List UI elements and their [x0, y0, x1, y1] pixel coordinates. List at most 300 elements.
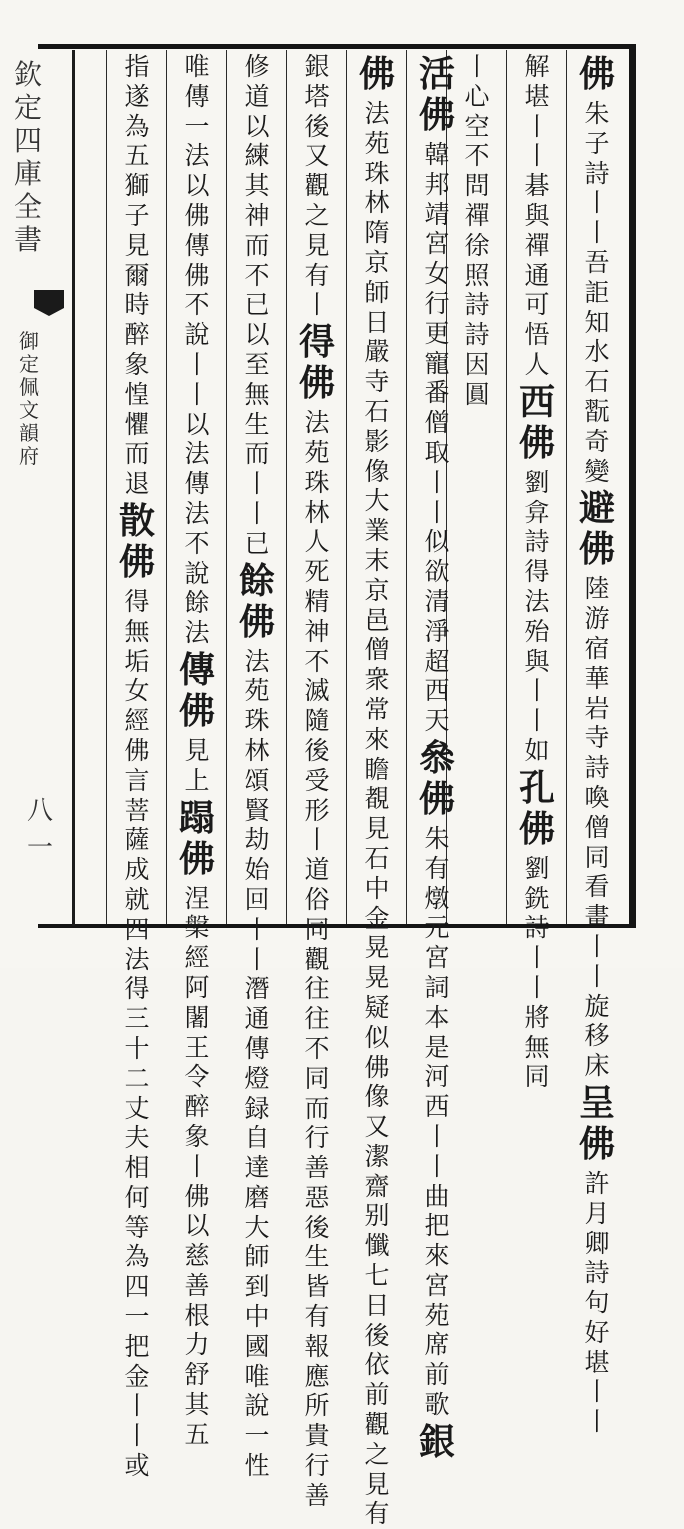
annotation-char: 以: [244, 111, 270, 141]
annotation-char: 自: [244, 1123, 270, 1153]
annotation-char: 録: [244, 1093, 270, 1123]
annotation-char: 丨: [424, 467, 450, 497]
annotation-char: 旋: [584, 991, 610, 1021]
annotation-char: 天: [424, 706, 450, 736]
text-column: [512, 52, 562, 1092]
annotation-char: 日: [364, 1290, 390, 1320]
annotation-char: 朱: [584, 99, 610, 128]
annotation-char: 丨: [424, 1121, 450, 1151]
annotation-char: 至: [244, 349, 270, 379]
annotation-char: 二: [124, 1063, 150, 1093]
annotation-char: 子: [124, 200, 150, 230]
annotation-char: 丨: [464, 52, 490, 81]
annotation-char: 得: [124, 586, 150, 616]
annotation-char: 說: [244, 1391, 270, 1421]
headword-char: 佛: [578, 528, 615, 571]
annotation-char: 是: [424, 1032, 450, 1062]
annotation-char: 到: [244, 1272, 270, 1302]
annotation-char: 而: [124, 439, 150, 469]
headword-char: 佛: [178, 689, 215, 732]
annotation-char: 京: [364, 247, 390, 277]
annotation-char: 滅: [304, 676, 330, 706]
annotation-char: 三: [124, 1004, 150, 1034]
annotation-char: 西: [424, 676, 450, 706]
annotation-char: 已: [244, 290, 270, 320]
annotation-char: 五: [124, 141, 150, 171]
annotation-char: 指: [124, 52, 150, 81]
annotation-char: 大: [244, 1212, 270, 1242]
annotation-char: 其: [184, 1390, 210, 1420]
annotation-char: 好: [584, 1317, 610, 1347]
annotation-char: 詩: [524, 913, 550, 943]
annotation-char: 法: [524, 586, 550, 616]
annotation-char: 道: [244, 81, 270, 111]
annotation-char: 徐: [464, 230, 490, 260]
annotation-char: 齋: [364, 1171, 390, 1201]
annotation-char: 法: [184, 141, 210, 171]
annotation: [120, 52, 154, 499]
annotation-char: 丨: [524, 676, 550, 706]
headword-char: 佛: [358, 53, 395, 95]
annotation-char: 通: [244, 1004, 270, 1034]
headword-char: 佛: [298, 362, 335, 405]
annotation-char: 丨: [124, 1391, 150, 1421]
annotation-char: 清: [424, 586, 450, 616]
headword: [514, 382, 560, 464]
annotation-char: 無: [524, 1032, 550, 1062]
column-rule: [566, 50, 567, 924]
annotation-char: 詩: [464, 290, 490, 320]
annotation-char: 詩: [584, 1258, 610, 1288]
annotation-char: 丨: [584, 961, 610, 991]
annotation-char: 來: [364, 724, 390, 754]
annotation-char: 丨: [424, 1151, 450, 1181]
annotation-char: 中: [244, 1302, 270, 1332]
annotation-char: 丨: [524, 706, 550, 736]
annotation-char: 十: [124, 1033, 150, 1063]
annotation-char: 影: [364, 426, 390, 456]
annotation: [580, 574, 614, 1081]
annotation-char: 金: [124, 1361, 150, 1391]
annotation-char: 丨: [184, 379, 210, 409]
annotation-char: 無: [124, 616, 150, 646]
annotation-char: 詩: [584, 753, 610, 783]
headword-char: 得: [298, 321, 335, 364]
annotation-char: 衆: [364, 665, 390, 695]
annotation-char: 後: [304, 735, 330, 765]
annotation: [300, 408, 334, 1510]
margin-title-char: 全: [13, 190, 42, 223]
annotation-char: 而: [244, 439, 270, 469]
annotation-char: 照: [464, 260, 490, 290]
annotation: [240, 647, 274, 1481]
annotation: [180, 884, 214, 1450]
annotation-char: 燉: [424, 883, 450, 913]
headword-char: 散: [118, 499, 155, 542]
annotation-char: 一: [184, 111, 210, 141]
margin-book-title-char: 佩: [19, 375, 39, 399]
leaf-number: 八一: [26, 796, 53, 863]
annotation-char: 得: [524, 557, 550, 587]
annotation-char: 欲: [424, 557, 450, 587]
annotation-char: 元: [424, 913, 450, 943]
annotation-char: 見: [124, 230, 150, 260]
annotation-char: 令: [184, 1062, 210, 1092]
annotation-char: 翫: [584, 396, 610, 426]
annotation-char: 燈: [244, 1063, 270, 1093]
annotation-char: 槃: [184, 913, 210, 943]
annotation-char: 銀: [304, 52, 330, 81]
annotation-char: 有: [304, 260, 330, 290]
annotation-char: 超: [424, 646, 450, 676]
annotation-char: 陸: [584, 574, 610, 604]
annotation-char: 疑: [364, 992, 390, 1022]
annotation-char: 形: [304, 795, 330, 825]
annotation-char: 業: [364, 516, 390, 546]
annotation-char: 游: [584, 604, 610, 634]
annotation-char: 本: [424, 1002, 450, 1032]
text-column: [352, 52, 402, 1529]
annotation-char: 别: [364, 1201, 390, 1231]
annotation-char: 後: [364, 1320, 390, 1350]
annotation-char: 有: [424, 853, 450, 883]
frame-left-rule: [72, 50, 75, 926]
annotation-char: 經: [124, 706, 150, 736]
annotation-char: 行: [304, 1451, 330, 1481]
annotation-char: 懺: [364, 1231, 390, 1261]
annotation-char: 又: [304, 141, 330, 171]
annotation-char: 闍: [184, 1002, 210, 1032]
annotation: [580, 1169, 614, 1437]
annotation-char: 丈: [124, 1093, 150, 1123]
headword: [354, 54, 400, 95]
column-rule: [286, 50, 287, 924]
annotation-char: 石: [584, 367, 610, 397]
annotation-char: 醉: [124, 320, 150, 350]
annotation-char: 劉: [524, 467, 550, 497]
annotation-char: 之: [304, 200, 330, 230]
annotation-char: 同: [584, 842, 610, 872]
annotation-char: 回: [244, 884, 270, 914]
fishtail-mark: [34, 290, 64, 308]
headword: [574, 1083, 620, 1165]
annotation-char: 寺: [584, 723, 610, 753]
annotation-char: 丨: [584, 1407, 610, 1437]
annotation-char: 觀: [304, 944, 330, 974]
headword-char: 佛: [418, 777, 455, 820]
annotation-char: 僧: [584, 812, 610, 842]
annotation-char: 以: [184, 1211, 210, 1241]
annotation-char: 河: [424, 1062, 450, 1092]
annotation-char: 像: [364, 456, 390, 486]
annotation-char: 見: [184, 735, 210, 765]
annotation-char: 西: [424, 1092, 450, 1122]
annotation-char: 四: [124, 1272, 150, 1302]
annotation-char: 常: [364, 694, 390, 724]
annotation-char: 法: [364, 99, 390, 128]
annotation-char: 丨: [124, 1421, 150, 1451]
annotation-char: 言: [124, 765, 150, 795]
annotation-char: 以: [184, 171, 210, 201]
annotation: [520, 468, 554, 766]
headword-char: 呈: [578, 1081, 615, 1124]
annotation-char: 圓: [464, 379, 490, 409]
annotation-char: 力: [184, 1330, 210, 1360]
annotation-char: 惶: [124, 379, 150, 409]
headword: [174, 650, 220, 732]
annotation-char: 珠: [244, 706, 270, 736]
annotation-char: 依: [364, 1350, 390, 1380]
annotation-char: 而: [304, 1093, 330, 1123]
annotation-char: 懼: [124, 409, 150, 439]
annotation-char: 為: [124, 1242, 150, 1272]
margin-title-char: 定: [13, 91, 42, 124]
annotation-char: 丨: [524, 141, 550, 171]
annotation-char: 弇: [524, 497, 550, 527]
annotation-char: 寵: [424, 348, 450, 378]
annotation-char: 像: [364, 1082, 390, 1112]
annotation-char: 空: [464, 111, 490, 141]
headword: [414, 738, 460, 820]
headword-char: 佛: [418, 94, 455, 136]
annotation-char: 朱: [424, 823, 450, 853]
annotation-char: 師: [364, 277, 390, 307]
headword: [574, 54, 620, 95]
annotation-char: 床: [584, 1051, 610, 1081]
annotation-char: 華: [584, 663, 610, 693]
annotation-char: 以: [244, 320, 270, 350]
annotation-char: 觀: [304, 171, 330, 201]
annotation-char: 京: [364, 575, 390, 605]
annotation-char: 丨: [304, 290, 330, 320]
annotation-char: 丨: [584, 931, 610, 961]
annotation-char: 法: [184, 498, 210, 528]
margin-book-title-char: 府: [19, 444, 39, 468]
annotation-char: 佛: [364, 1052, 390, 1082]
annotation-char: 瞻: [364, 754, 390, 784]
annotation-char: 性: [244, 1451, 270, 1481]
column-rule: [166, 50, 167, 924]
annotation-char: 所: [304, 1391, 330, 1421]
annotation-char: 往: [304, 1004, 330, 1034]
annotation-char: 餘: [184, 588, 210, 618]
column-rule: [226, 50, 227, 924]
annotation-char: 覩: [364, 784, 390, 814]
annotation-char: 佛: [184, 260, 210, 290]
annotation-char: 生: [244, 409, 270, 439]
annotation-char: 又: [364, 1112, 390, 1142]
margin-title-char: 書: [13, 223, 42, 256]
annotation-char: 上: [184, 765, 210, 795]
annotation-char: 潔: [364, 1141, 390, 1171]
annotation-char: 林: [364, 188, 390, 218]
annotation-char: 詩: [524, 527, 550, 557]
annotation-char: 殆: [524, 616, 550, 646]
annotation-char: 往: [304, 974, 330, 1004]
headword-char: 蹋: [178, 796, 215, 839]
annotation-char: 練: [244, 141, 270, 171]
annotation-char: 劫: [244, 825, 270, 855]
annotation-char: 心: [464, 81, 490, 111]
annotation-char: 或: [124, 1451, 150, 1481]
frame-top-rule: [38, 44, 636, 49]
annotation: [420, 824, 454, 1420]
annotation-char: 惡: [304, 1182, 330, 1212]
column-rule: [406, 50, 407, 924]
annotation-char: 水: [584, 337, 610, 367]
annotation-char: 達: [244, 1153, 270, 1183]
annotation-char: 就: [124, 884, 150, 914]
annotation-char: 觀: [364, 1410, 390, 1440]
annotation-char: 傳: [184, 230, 210, 260]
annotation-char: 前: [424, 1360, 450, 1390]
text-column: [172, 52, 222, 1450]
annotation-char: 不: [304, 1033, 330, 1063]
annotation-char: 佛: [184, 1181, 210, 1211]
annotation-char: 珠: [364, 158, 390, 188]
annotation-char: 有: [364, 1499, 390, 1529]
annotation-char: 岩: [584, 693, 610, 723]
annotation-char: 女: [124, 676, 150, 706]
annotation-char: 有: [304, 1302, 330, 1332]
annotation-char: 似: [364, 1022, 390, 1052]
annotation-char: 番: [424, 378, 450, 408]
annotation-char: 不: [304, 646, 330, 676]
margin-book-title-char: 文: [19, 398, 39, 422]
annotation-char: 中: [364, 873, 390, 903]
annotation-char: 見: [364, 1469, 390, 1499]
annotation-char: 行: [304, 1123, 330, 1153]
annotation: [120, 587, 154, 1481]
annotation-char: 奇: [584, 426, 610, 456]
annotation-char: 不: [464, 141, 490, 171]
headword-char: 餘: [238, 559, 275, 602]
annotation-char: 法: [244, 646, 270, 676]
annotation-char: 已: [244, 528, 270, 558]
annotation-char: 七: [364, 1261, 390, 1291]
annotation-char: 阿: [184, 972, 210, 1002]
annotation-char: 醉: [184, 1092, 210, 1122]
annotation-char: 皆: [304, 1272, 330, 1302]
annotation-char: 女: [424, 259, 450, 289]
annotation-char: 淨: [424, 616, 450, 646]
annotation-char: 頌: [244, 765, 270, 795]
annotation-char: 曲: [424, 1181, 450, 1211]
annotation-char: 林: [304, 497, 330, 527]
annotation-char: 象: [124, 349, 150, 379]
annotation-char: 通: [524, 260, 550, 290]
annotation-char: 宮: [424, 943, 450, 973]
annotation-char: 佛: [184, 200, 210, 230]
annotation-char: 許: [584, 1168, 610, 1198]
annotation-char: 堪: [584, 1347, 610, 1377]
headword-char: 佛: [578, 1122, 615, 1165]
annotation-char: 丨: [524, 111, 550, 141]
annotation-char: 隋: [364, 218, 390, 248]
annotation-char: 四: [124, 914, 150, 944]
annotation-char: 行: [424, 288, 450, 318]
headword: [234, 561, 280, 643]
annotation: [580, 99, 614, 486]
annotation-char: 唯: [244, 1361, 270, 1391]
annotation-char: 俗: [304, 884, 330, 914]
annotation: [520, 52, 554, 380]
margin-book-title-char: 御: [19, 329, 39, 353]
annotation-char: 人: [304, 527, 330, 557]
annotation-char: 銑: [524, 883, 550, 913]
annotation-char: 精: [304, 586, 330, 616]
annotation-char: 五: [184, 1419, 210, 1449]
annotation-char: 僧: [364, 635, 390, 665]
annotation-char: 道: [304, 855, 330, 885]
annotation-char: 同: [304, 914, 330, 944]
headword-char: 佛: [578, 53, 615, 95]
annotation-char: 而: [244, 230, 270, 260]
annotation-char: 宮: [424, 1270, 450, 1300]
annotation-char: 同: [524, 1062, 550, 1092]
annotation-char: 宿: [584, 633, 610, 663]
annotation-char: 把: [124, 1331, 150, 1361]
annotation-char: 詎: [584, 277, 610, 307]
margin-book-title: [14, 330, 44, 468]
annotation-char: 苑: [364, 128, 390, 158]
annotation-char: 知: [584, 307, 610, 337]
headword-char: 佛: [118, 540, 155, 583]
annotation-char: 賢: [244, 795, 270, 825]
annotation: [460, 52, 494, 410]
annotation-char: 根: [184, 1300, 210, 1330]
annotation-char: 悟: [524, 320, 550, 350]
annotation-char: 經: [184, 943, 210, 973]
headword-char: 傳: [178, 648, 215, 691]
annotation-char: 唯: [184, 52, 210, 81]
annotation-char: 丨: [184, 349, 210, 379]
annotation-char: 丨: [524, 972, 550, 1002]
annotation: [180, 736, 214, 796]
annotation-char: 得: [124, 974, 150, 1004]
headword: [174, 798, 220, 880]
annotation-char: 法: [124, 944, 150, 974]
annotation-char: 石: [364, 396, 390, 426]
annotation-char: 與: [524, 646, 550, 676]
annotation-char: 說: [184, 320, 210, 350]
frame-right-rule: [629, 44, 636, 928]
annotation-char: 說: [184, 558, 210, 588]
annotation-char: 卿: [584, 1228, 610, 1258]
annotation-char: 似: [424, 527, 450, 557]
annotation-char: 不: [184, 528, 210, 558]
annotation-char: 丨: [244, 914, 270, 944]
annotation-char: 之: [364, 1439, 390, 1469]
headword-char: 避: [578, 487, 615, 530]
annotation-char: 韓: [424, 140, 450, 169]
headword: [514, 768, 560, 850]
annotation-char: 不: [244, 260, 270, 290]
text-column: [572, 52, 622, 1437]
headword-char: 佛: [178, 837, 215, 880]
annotation-char: 取: [424, 437, 450, 467]
column-rule: [106, 50, 107, 924]
annotation-char: 遂: [124, 81, 150, 111]
annotation-char: 相: [124, 1153, 150, 1183]
headword-char: 孔: [518, 766, 555, 809]
annotation-char: 成: [124, 855, 150, 885]
annotation-char: 修: [244, 52, 270, 81]
annotation-char: 善: [184, 1270, 210, 1300]
annotation-char: 涅: [184, 883, 210, 913]
annotation-char: 丨: [424, 497, 450, 527]
annotation-char: 人: [524, 349, 550, 379]
